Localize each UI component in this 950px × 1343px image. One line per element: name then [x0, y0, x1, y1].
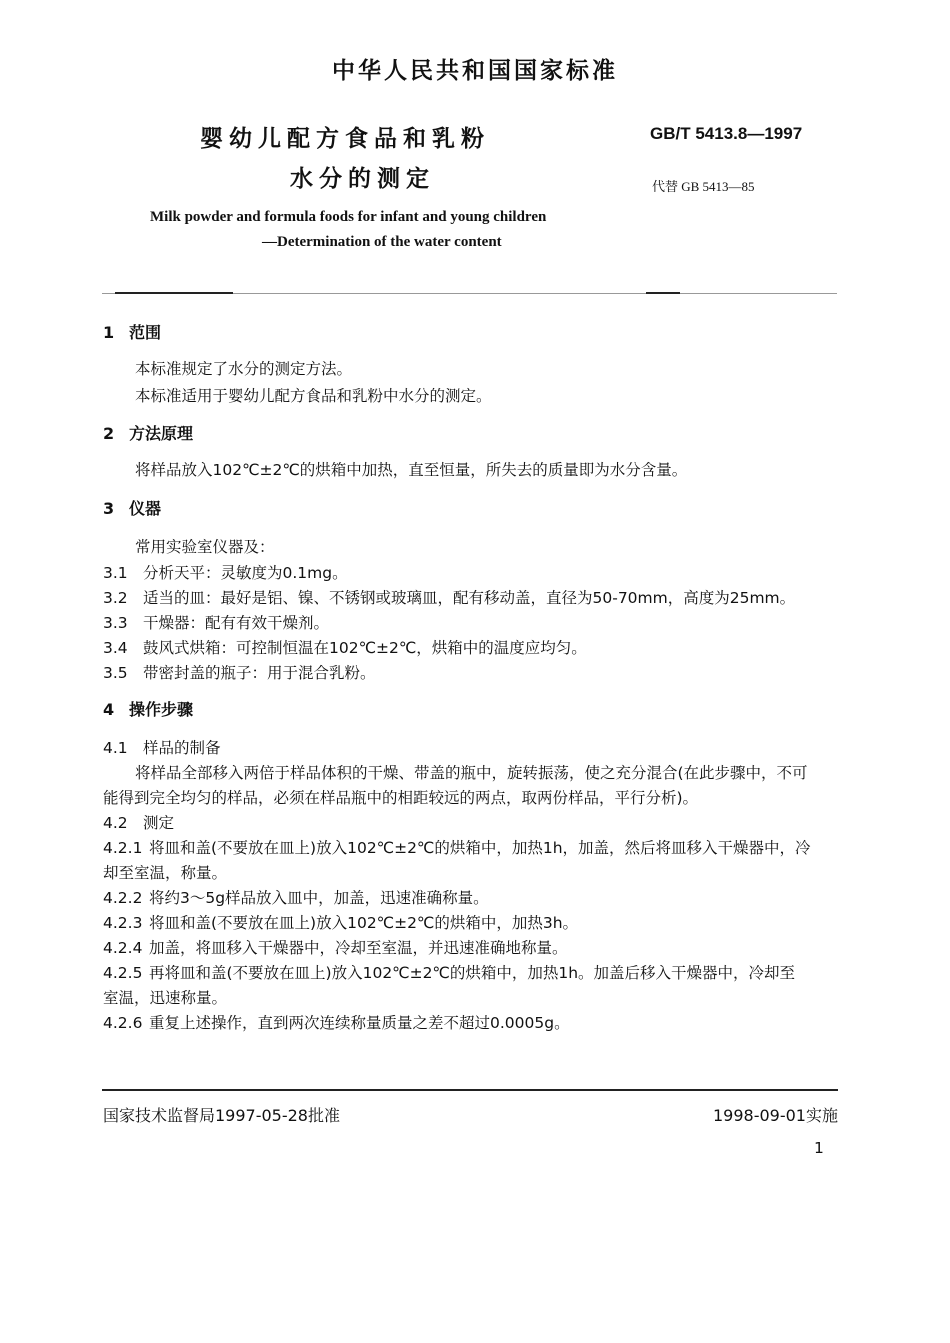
section-1-heading: 1 范围 [103, 323, 162, 342]
title-line2: 水分的测定 [290, 166, 435, 192]
section-4-heading: 4 操作步骤 [103, 700, 194, 719]
footer-divider [102, 1089, 838, 1091]
list-item: 3.4 鼓风式烘箱：可控制恒温在102℃±2℃，烘箱中的温度应均匀。 [103, 639, 587, 657]
section-2-heading: 2 方法原理 [103, 424, 194, 443]
title-line1: 婴幼儿配方食品和乳粉 [200, 126, 490, 152]
page-number: 1 [814, 1139, 824, 1157]
org-header: 中华人民共和国国家标准 [332, 58, 618, 84]
section-2-para-1: 将样品放入102℃±2℃的烘箱中加热，直至恒量，所失去的质量即为水分含量。 [135, 461, 688, 479]
step-4-2-5-line2: 室温，迅速称量。 [103, 989, 228, 1007]
list-item: 3.5 带密封盖的瓶子：用于混合乳粉。 [103, 664, 376, 682]
step-4-2-5-line1: 4.2.5 再将皿和盖(不要放在皿上)放入102℃±2℃的烘箱中，加热1h。加盖后移入干燥器中，冷却至 [103, 964, 796, 982]
step-4-2-1-line1: 4.2.1 将皿和盖(不要放在皿上)放入102℃±2℃的烘箱中，加热1h，加盖，然后将皿移入干燥器中，冷 [103, 839, 811, 857]
approval-note: 国家技术监督局1997-05-28批准 [103, 1106, 340, 1125]
english-title-line1: Milk powder and formula foods for infant and young children [150, 209, 547, 225]
step-4-2-1-line2: 却至室温，称量。 [103, 864, 228, 882]
divider-accent-left [115, 292, 233, 294]
divider-accent-right [646, 292, 680, 294]
subsection-4-1-heading: 4.1 样品的制备 [103, 739, 221, 757]
section-3-heading: 3 仪器 [103, 499, 162, 518]
section-3-intro: 常用实验室仪器及： [135, 538, 275, 556]
replaces-code: 代替 GB 5413—85 [652, 179, 755, 194]
subsection-4-2-heading: 4.2 测定 [103, 814, 175, 832]
standard-code: GB/T 5413.8—1997 [650, 124, 803, 143]
list-item: 3.2 适当的皿：最好是铝、镍、不锈钢或玻璃皿，配有移动盖，直径为50-70mm，高度为25mm。 [103, 589, 796, 607]
step-4-2-3: 4.2.3 将皿和盖(不要放在皿上)放入102℃±2℃的烘箱中，加热3h。 [103, 914, 579, 932]
step-4-2-2: 4.2.2 将约3～5g样品放入皿中，加盖，迅速准确称量。 [103, 889, 489, 907]
step-4-2-4: 4.2.4 加盖，将皿移入干燥器中，冷却至室温，并迅速准确地称量。 [103, 939, 568, 957]
subsection-4-1-para-line2: 能得到完全均匀的样品，必须在样品瓶中的相距较远的两点，取两份样品，平行分析)。 [103, 789, 699, 807]
subsection-4-1-para-line1: 将样品全部移入两倍于样品体积的干燥、带盖的瓶中，旋转振荡，使之充分混合(在此步骤中，不可 [135, 764, 808, 782]
list-item: 3.1 分析天平：灵敏度为0.1mg。 [103, 564, 348, 582]
list-item: 3.3 干燥器：配有有效干燥剂。 [103, 614, 330, 632]
effective-date: 1998-09-01实施 [713, 1106, 838, 1125]
english-title-line2: —Determination of the water content [262, 234, 502, 250]
section-1-para-2: 本标准适用于婴幼儿配方食品和乳粉中水分的测定。 [135, 387, 492, 405]
step-4-2-6: 4.2.6 重复上述操作，直到两次连续称量质量之差不超过0.0005g。 [103, 1014, 570, 1032]
section-1-para-1: 本标准规定了水分的测定方法。 [135, 360, 353, 378]
